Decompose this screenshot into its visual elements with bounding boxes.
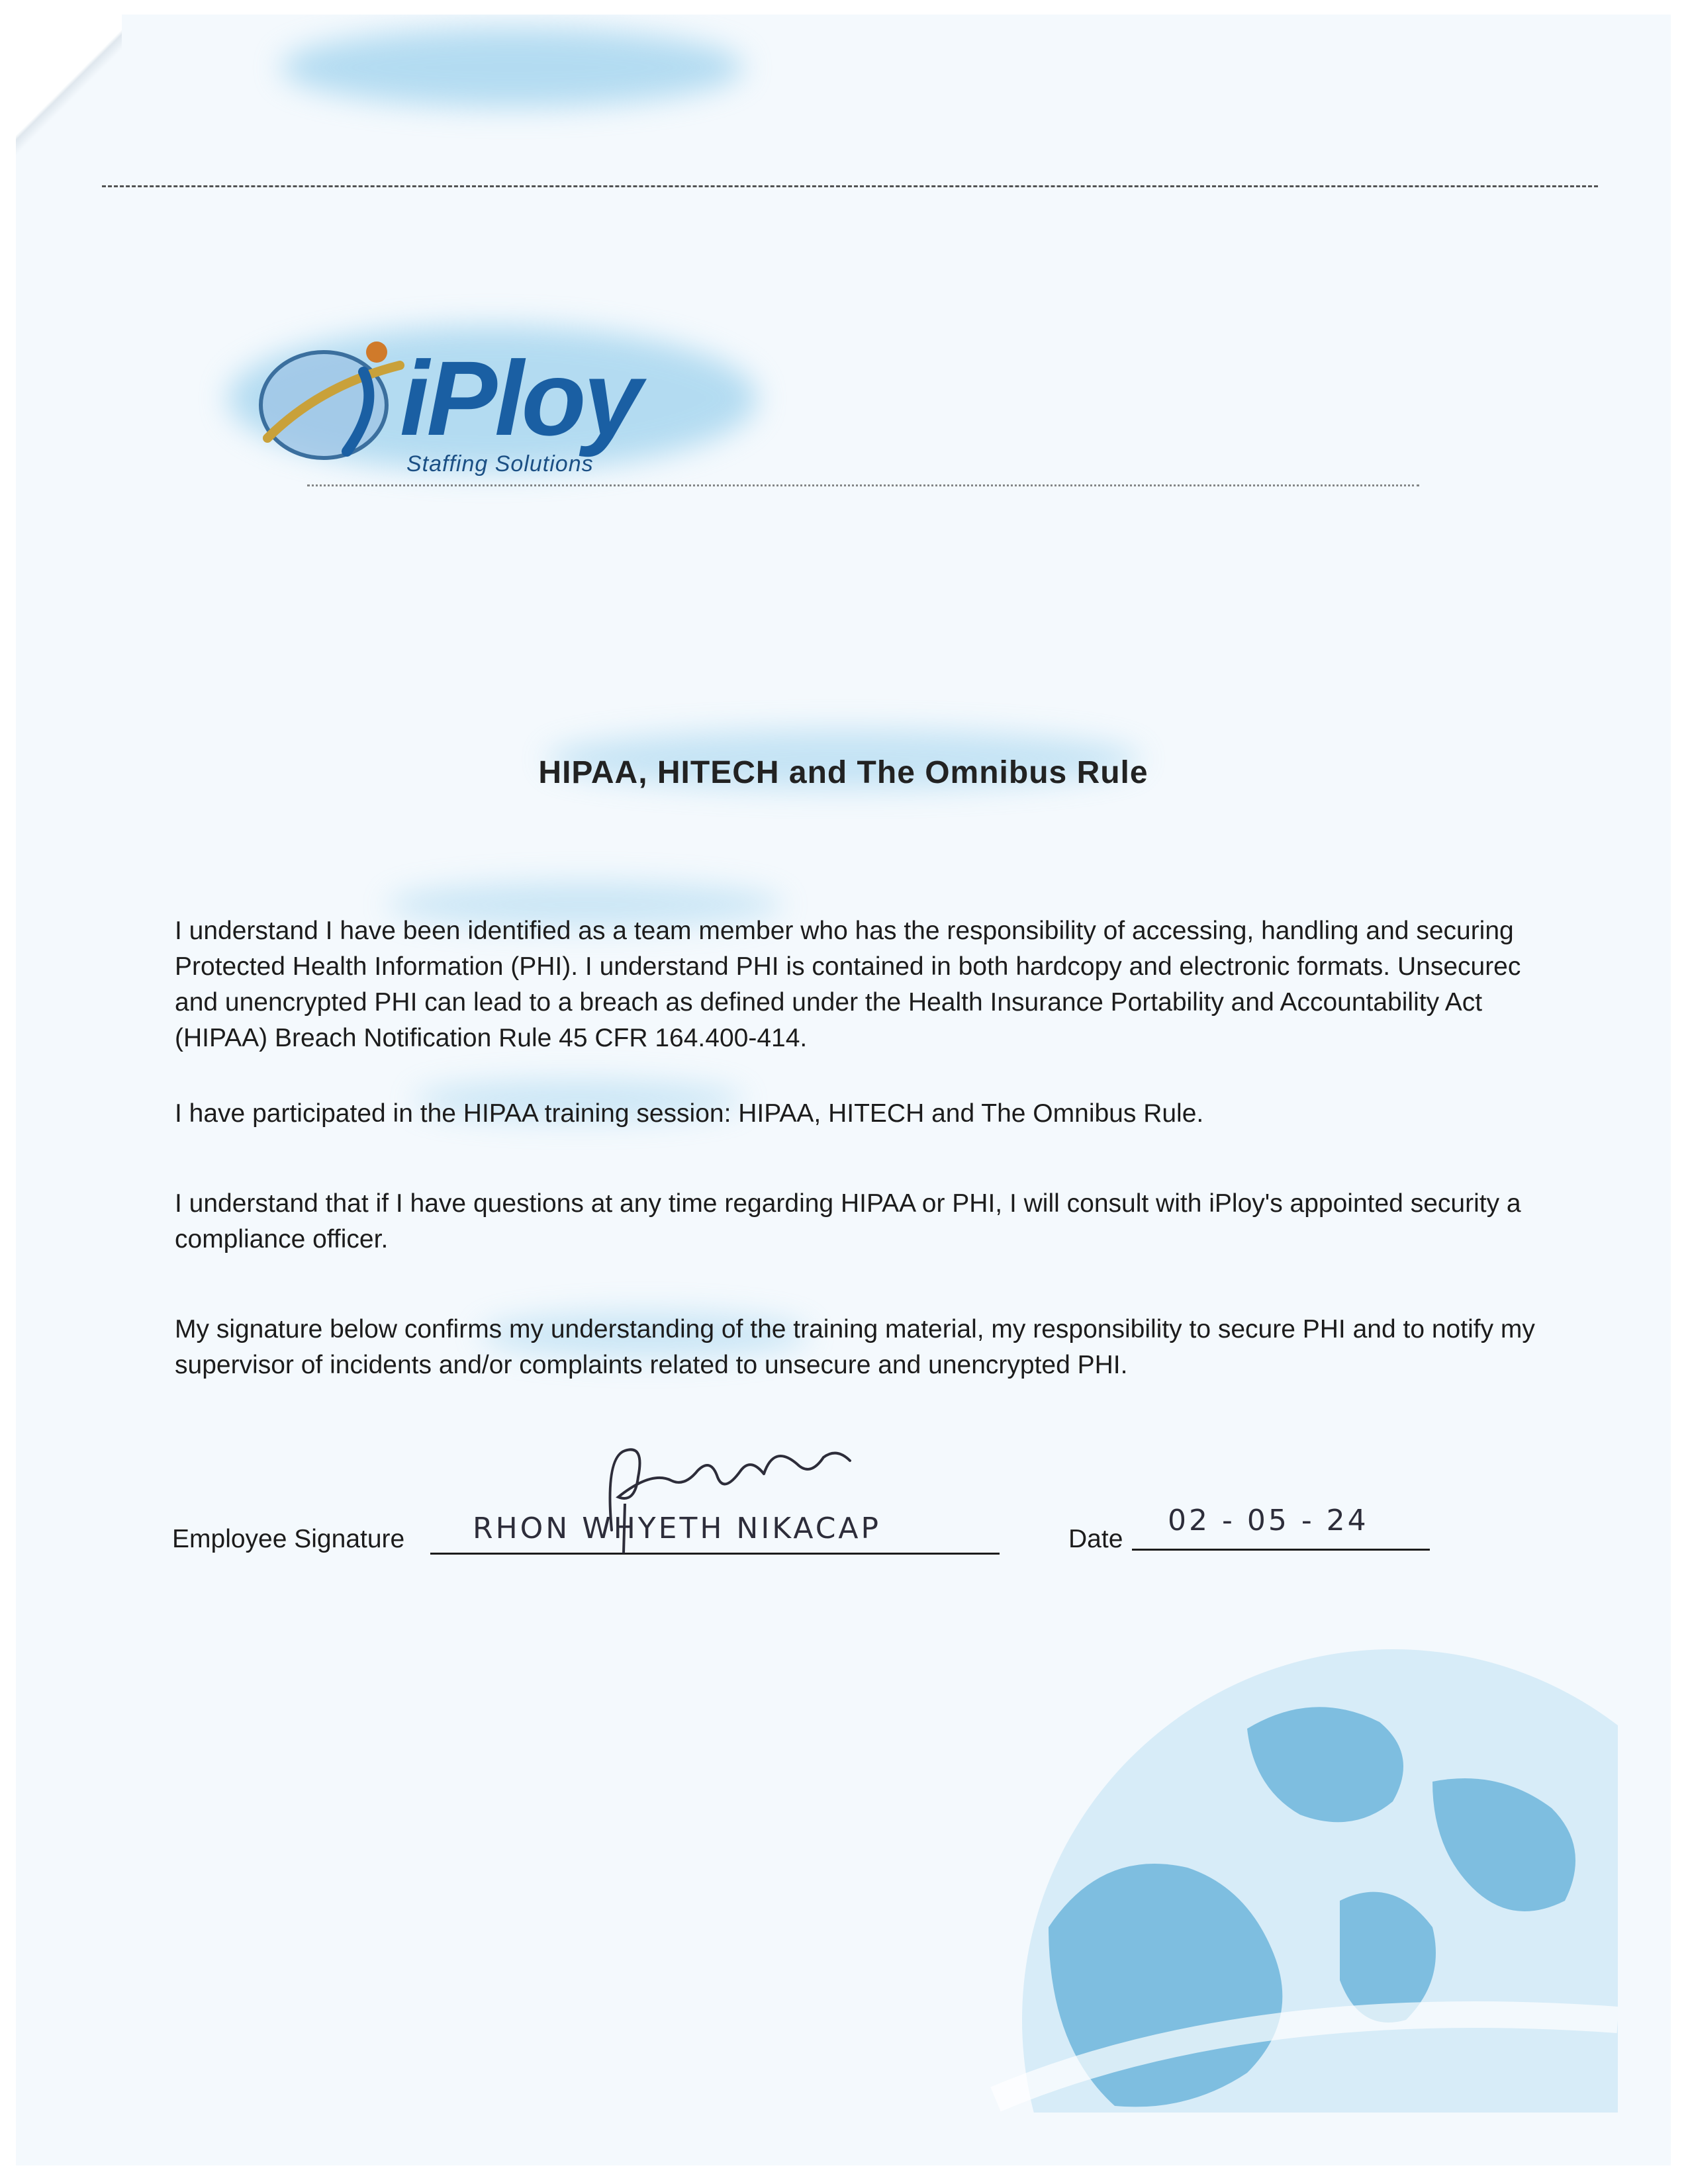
employee-signature-label: Employee Signature bbox=[172, 1525, 405, 1553]
document-page bbox=[16, 15, 1671, 2165]
toner-smudge bbox=[281, 28, 744, 107]
paragraph-compliance-officer: I understand that if I have questions at any time regarding HIPAA or PHI, I will consult with iPloy's appointed security a compliance officer. bbox=[175, 1189, 1521, 1253]
printed-employee-name: RHON WHYETH NIKACAP bbox=[473, 1512, 882, 1545]
logo-wordmark: iPloy bbox=[400, 339, 640, 457]
page-title: HIPAA, HITECH and The Omnibus Rule bbox=[538, 755, 1149, 790]
folded-corner bbox=[16, 15, 122, 160]
header-dashed-rule bbox=[102, 185, 1598, 187]
paragraph-phi-responsibility: I understand I have been identified as a team member who has the responsibility of accessing, handling and securing Protected Health Information (PHI). I understand PHI is contained in both hardcopy and electronic formats. Unsecurec and unencrypted PHI can lead to a breach as defined under the Health Insurance Portability and Accountability Act (HIPAA) Breach Notification Rule 45 CFR 164.400-414. bbox=[175, 917, 1521, 1052]
handwritten-date: 02 - 05 - 24 bbox=[1168, 1504, 1369, 1537]
date-line bbox=[1132, 1549, 1430, 1551]
paragraph-signature-confirmation: My signature below confirms my understanding of the training material, my responsibility to secure PHI and to notify my supervisor of incidents and/or complaints related to unsecure and unencrypted PHI. bbox=[175, 1315, 1535, 1379]
globe-watermark-icon bbox=[969, 1649, 1618, 2113]
date-label: Date bbox=[1068, 1525, 1123, 1553]
logo-tagline: Staffing Solutions bbox=[406, 451, 594, 477]
globe-swoosh-logo-icon bbox=[248, 326, 406, 471]
company-logo bbox=[248, 326, 724, 498]
paragraph-training-participation: I have participated in the HIPAA training session: HIPAA, HITECH and The Omnibus Rule. bbox=[175, 1099, 1204, 1128]
